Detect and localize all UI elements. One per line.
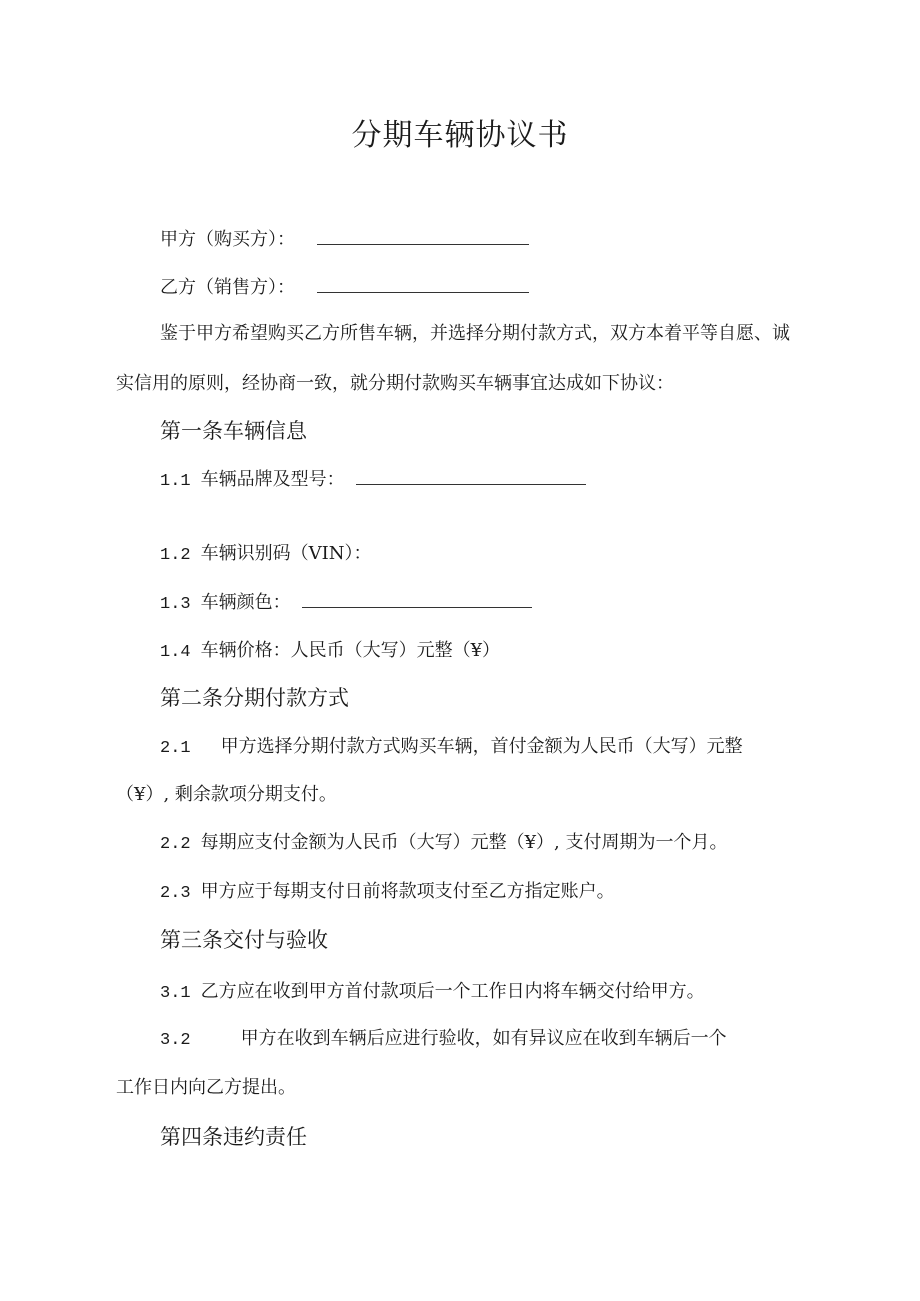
clause-1-2-text: 车辆识别码（VIN）： <box>200 543 372 564</box>
party-b-label: 乙方（销售方）： <box>160 277 295 298</box>
clause-1-3-text: 车辆颜色： <box>200 592 291 613</box>
party-a-blank <box>317 228 529 245</box>
clause-1-1-blank <box>356 468 586 485</box>
document-title: 分期车辆协议书 <box>351 118 569 153</box>
clause-1-2 <box>160 542 371 568</box>
party-b-line <box>160 276 529 300</box>
article-2-heading: 第二条分期付款方式 <box>160 686 349 710</box>
clause-2-1 <box>160 735 743 761</box>
clause-1-4-number: 1.4 <box>160 643 191 662</box>
clause-3-1 <box>160 980 705 1006</box>
clause-3-1-number: 3.1 <box>160 984 191 1003</box>
clause-2-1-continuation: （¥）, 剩余款项分期支付。 <box>116 784 337 805</box>
clause-2-1-number: 2.1 <box>160 739 191 758</box>
clause-3-1-text: 乙方应在收到甲方首付款项后一个工作日内将车辆交付给甲方。 <box>200 981 705 1002</box>
party-b-blank <box>317 276 529 293</box>
article-4-heading: 第四条违约责任 <box>160 1125 307 1149</box>
clause-2-2-text: 每期应支付金额为人民币（大写）元整（¥）, 支付周期为一个月。 <box>200 832 728 853</box>
clause-1-2-number: 1.2 <box>160 546 191 565</box>
preamble-line-2: 实信用的原则，经协商一致，就分期付款购买车辆事宜达成如下协议： <box>116 373 674 394</box>
clause-1-1-number: 1.1 <box>160 472 191 491</box>
clause-1-1-text: 车辆品牌及型号： <box>200 469 345 490</box>
clause-1-1 <box>160 468 586 494</box>
clause-1-3-number: 1.3 <box>160 595 191 614</box>
clause-2-3-text: 甲方应于每期支付日前将款项支付至乙方指定账户。 <box>200 881 615 902</box>
clause-1-3-blank <box>302 591 532 608</box>
clause-1-3 <box>160 591 532 617</box>
clause-1-4 <box>160 639 500 665</box>
clause-3-2-text: 甲方在收到车辆后应进行验收，如有异议应在收到车辆后一个 <box>240 1028 727 1049</box>
clause-2-2 <box>160 831 728 857</box>
clause-2-3-number: 2.3 <box>160 884 191 903</box>
clause-3-2 <box>160 1027 727 1053</box>
clause-3-2-number: 3.2 <box>160 1031 191 1050</box>
party-a-line <box>160 228 529 252</box>
article-1-heading: 第一条车辆信息 <box>160 419 307 443</box>
clause-1-4-text: 车辆价格：人民币（大写）元整（¥） <box>200 640 501 661</box>
article-3-heading: 第三条交付与验收 <box>160 928 328 952</box>
party-a-label: 甲方（购买方）： <box>160 229 295 250</box>
preamble-line-1: 鉴于甲方希望购买乙方所售车辆，并选择分期付款方式，双方本着平等自愿、诚 <box>160 323 790 344</box>
clause-2-2-number: 2.2 <box>160 835 191 854</box>
clause-2-3 <box>160 880 615 906</box>
clause-2-1-text: 甲方选择分期付款方式购买车辆，首付金额为人民币（大写）元整 <box>220 736 743 757</box>
clause-3-2-continuation: 工作日内向乙方提出。 <box>116 1077 296 1098</box>
